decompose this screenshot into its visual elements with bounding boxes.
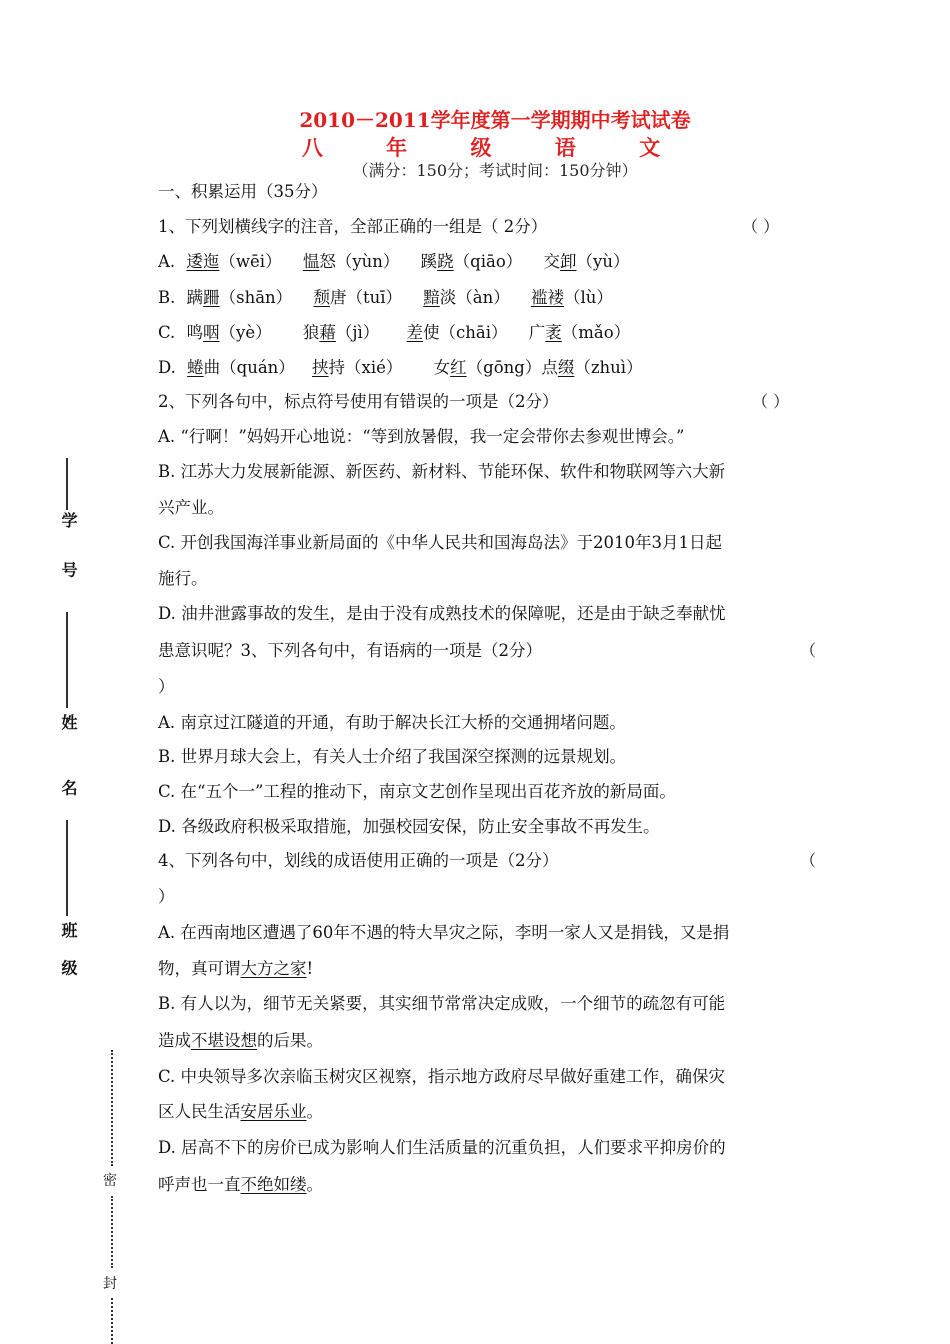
q2-option-d-line2: 患意识呢？3、下列各句中，有语病的一项是（2分）	[158, 641, 542, 660]
answer-paren-q1: （ ）	[742, 217, 780, 236]
q2-option-a: A. “行啊！”妈妈开心地说：“等到放暑假，我一定会带你去参观世博会。”	[158, 427, 685, 446]
answer-paren-q2: （ ）	[752, 392, 790, 411]
q1-option-b: B. 蹒跚（shān） 颓唐（tuī） 黯淡（àn） 褴褛（lù）	[158, 288, 613, 307]
seal-char-mi: 密	[103, 1173, 117, 1189]
q1-option-c: C. 鸣咽（yè） 狼藉（jì） 差使（chāi） 广袤（mǎo）	[158, 323, 631, 342]
q4-option-a-line1: A. 在西南地区遭遇了60年不遇的特大旱灾之际，李明一家人又是捐钱，又是捐	[158, 923, 730, 942]
section-heading: 一、积累运用（35分）	[158, 182, 328, 201]
q1-option-d: D. 蜷曲（quán） 挟持（xié） 女红（gōng）点缀（zhuì）	[158, 358, 643, 377]
q3-option-c: C. 在“五个一”工程的推动下，南京文艺创作呈现出百花齐放的新局面。	[158, 782, 676, 801]
q4-option-a-line2: 物，真可谓大方之家!	[158, 959, 314, 978]
seal-dotted-line-middle	[111, 1196, 113, 1268]
exam-subject: 八 年 级 语 文	[301, 135, 689, 160]
question-2-stem: 2、下列各句中，标点符号使用有错误的一项是（2分）	[158, 392, 559, 411]
q2-option-c-line1: C. 开创我国海洋事业新局面的《中华人民共和国海岛法》于2010年3月1日起	[158, 533, 723, 552]
answer-paren-q4-close: ）	[158, 887, 175, 906]
q4-option-b-line2: 造成不堪设想的后果。	[158, 1031, 323, 1050]
answer-paren-q4-open: （	[800, 851, 817, 870]
q1-option-a: A. 逶迤（wēi） 愠怒（yùn） 蹊跷（qiāo） 交卸（yù）	[158, 252, 630, 271]
seal-char-feng: 封	[103, 1276, 117, 1292]
exam-meta: （满分：150分；考试时间：150分钟）	[352, 161, 638, 180]
exam-title: 2010－2011学年度第一学期期中考试试卷	[299, 108, 691, 132]
answer-paren-q3-open: （	[800, 641, 817, 660]
question-1-stem: 1、下列划横线字的注音，全部正确的一组是（ 2分）	[158, 217, 548, 236]
answer-paren-q3-close: ）	[158, 677, 175, 696]
q4-option-c-line1: C. 中央领导多次亲临玉树灾区视察，指示地方政府尽早做好重建工作，确保灾	[158, 1067, 726, 1086]
name-label: 姓 名	[59, 714, 78, 818]
class-label: 班 级	[59, 922, 78, 984]
question-4-stem: 4、下列各句中，划线的成语使用正确的一项是（2分）	[158, 851, 559, 870]
q4-option-b-line1: B. 有人以为，细节无关紧要，其实细节常常决定成败，一个细节的疏忽有可能	[158, 994, 726, 1013]
q2-option-b-line2: 兴产业。	[158, 498, 224, 517]
q4-option-c-line2: 区人民生活安居乐业。	[158, 1102, 323, 1121]
q2-option-c-line2: 施行。	[158, 569, 208, 588]
q2-option-d-line1: D. 油井泄露事故的发生，是由于没有成熟技术的保障呢，还是由于缺乏奉献忧	[158, 604, 726, 623]
q4-option-d-line2: 呼声也一直不绝如缕。	[158, 1175, 323, 1194]
student-id-blank-line	[66, 458, 68, 510]
student-id-label: 学 号	[59, 512, 78, 592]
seal-dotted-line-bottom	[111, 1298, 113, 1344]
q2-option-b-line1: B. 江苏大力发展新能源、新医药、新材料、节能环保、软件和物联网等六大新	[158, 462, 726, 481]
q3-option-a: A. 南京过江隧道的开通，有助于解决长江大桥的交通拥堵问题。	[158, 713, 626, 732]
class-blank-line	[66, 820, 68, 916]
q4-option-d-line1: D. 居高不下的房价已成为影响人们生活质量的沉重负担，人们要求平抑房价的	[158, 1138, 726, 1157]
seal-dotted-line-top	[111, 1050, 113, 1166]
q3-option-b: B. 世界月球大会上，有关人士介绍了我国深空探测的远景规划。	[158, 747, 627, 766]
name-blank-line	[66, 612, 68, 708]
q3-option-d: D. 各级政府积极采取措施，加强校园安保，防止安全事故不再发生。	[158, 817, 660, 836]
